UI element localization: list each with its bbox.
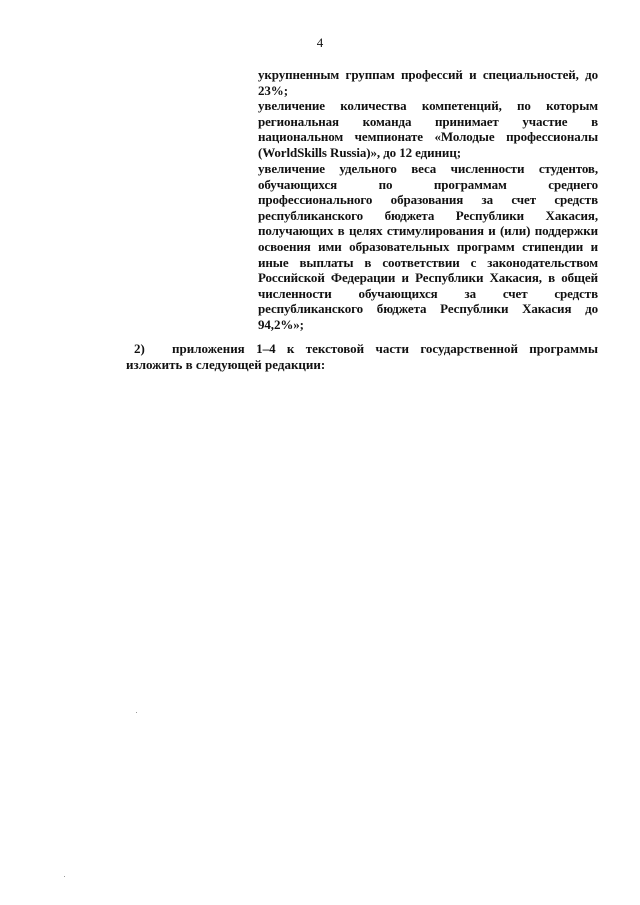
paragraph-text: увеличение удельного веса численности студентов, обучающихся по программам среднего профессионального образования за счет средств республиканского бюджета Республики Хакасия, получающих в целях стимулирования и (или) поддержки освоения ими образовательных программ стипендии и иные выплаты в соответствии с законодательством Российской Федерации и Республики Хакасия, в общей численности обучающихся за счет средств республиканского бюджета Республики Хакасия до 94,2%»;: [258, 161, 598, 332]
text-block-2: [258, 98, 598, 160]
paragraph-text: увеличение количества компетенций, по которым региональная команда принимает участие в национальном чемпионате «Молодые профессионалы (WorldSkills Russia)», до 12 единиц;: [258, 98, 598, 160]
text-block-3: [258, 161, 598, 333]
scan-speck: [136, 712, 137, 713]
numbered-item-2: [126, 341, 598, 373]
item-number: 2): [134, 341, 145, 356]
page-number: 4: [316, 35, 324, 50]
item-text-line1: приложения 1–4 к текстовой части государственной программы: [172, 341, 598, 356]
item-first-line: [126, 341, 598, 357]
text-block-1: [258, 67, 598, 98]
scan-speck: [64, 876, 65, 877]
item-text-line2: изложить в следующей редакции:: [126, 357, 326, 372]
paragraph-text: укрупненным группам профессий и специальностей, до 23%;: [258, 67, 598, 98]
